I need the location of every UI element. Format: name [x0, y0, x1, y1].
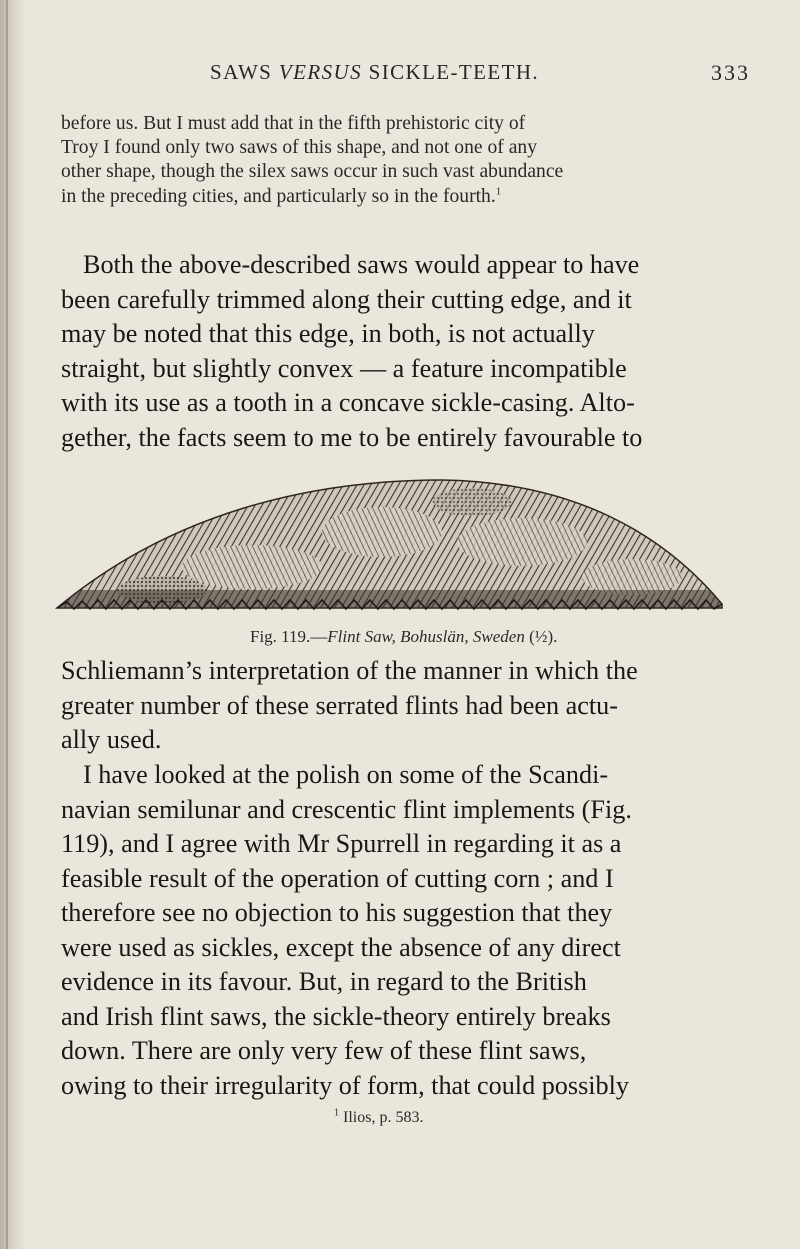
text-line: straight, but slightly convex — a feature incompatible — [61, 353, 627, 383]
text-line: been carefully trimmed along their cutting edge, and it — [61, 284, 632, 314]
text-line: feasible result of the operation of cutting corn ; and I — [61, 863, 614, 893]
text-line: were used as sickles, except the absence of any direct — [61, 932, 621, 962]
running-header — [0, 58, 800, 88]
text-line: I have looked at the polish on some of the Scandi- — [83, 760, 609, 789]
text-line: Schliemann’s interpretation of the manner in which the — [61, 656, 638, 685]
flint-saw-illustration-icon — [52, 472, 726, 622]
text-line: Both the above-described saws would appear to have — [83, 250, 640, 279]
text-line: greater number of these serrated flints had been actu- — [61, 690, 618, 720]
text-line: evidence in its favour. But, in regard to the British — [61, 967, 587, 996]
paragraph-2 — [61, 248, 642, 455]
text-line: and Irish flint saws, the sickle-theory entirely breaks — [61, 1001, 611, 1031]
text-line: Troy I found only two saws of this shape, and not one of any — [61, 137, 538, 159]
text-line: navian semilunar and crescentic flint implements (Fig. — [61, 794, 632, 824]
running-head-title: SAWS VERSUS SICKLE-TEETH. — [210, 60, 540, 84]
paragraph-1 — [61, 112, 563, 209]
text-line: owing to their irregularity of form, that could possibly — [61, 1070, 630, 1100]
text-line: 119), and I agree with Mr Spurrell in regarding it as a — [61, 829, 622, 858]
figure-119 — [52, 472, 726, 622]
figure-caption: Fig. 119.—Flint Saw, Bohuslän, Sweden (½). — [250, 627, 558, 646]
text-line: may be noted that this edge, in both, is not actually — [61, 319, 595, 348]
text-line: before us. But I must add that in the fifth prehistoric city of — [61, 113, 526, 134]
text-line: with its use as a tooth in a concave sickle-casing. Alto- — [61, 388, 635, 417]
text-line: gether, the facts seem to me to be entirely favourable to — [61, 422, 643, 452]
text-line: other shape, though the silex saws occur in such vast abundance — [61, 161, 564, 183]
text-line: therefore see no objection to his suggestion that they — [61, 898, 613, 927]
page-number: 333 — [711, 60, 750, 85]
footnote-marker: 1 — [334, 1107, 339, 1119]
paragraph-4 — [61, 758, 632, 1103]
paragraph-3 — [61, 654, 638, 758]
text-line: in the preceding cities, and particularly so in the fourth.$^1$ — [61, 185, 502, 207]
text-line: ally used. — [61, 725, 162, 754]
footnote — [334, 1109, 423, 1127]
binding-edge-line — [6, 0, 8, 1249]
footnote-text: Ilios, p. 583. — [339, 1109, 424, 1126]
text-line: down. There are only very few of these flint saws, — [61, 1036, 587, 1065]
footnote-reference: 1 — [495, 185, 502, 198]
book-binding-shadow — [0, 0, 26, 1249]
